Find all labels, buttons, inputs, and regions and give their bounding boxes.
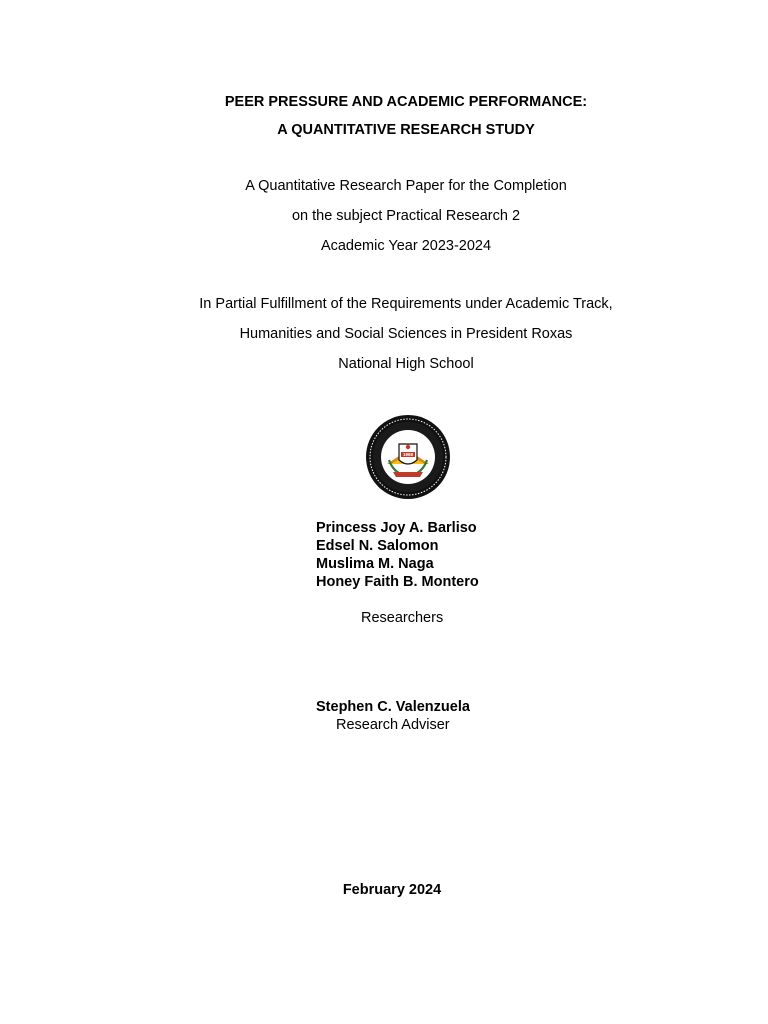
subtitle-line-3: Academic Year 2023-2024	[320, 238, 492, 254]
seal-year: 1968	[402, 452, 414, 457]
title-line-2: A QUANTITATIVE RESEARCH STUDY	[277, 122, 535, 138]
researchers-label: Researchers	[361, 610, 444, 626]
title-line-1: PEER PRESSURE AND ACADEMIC PERFORMANCE:	[224, 94, 588, 110]
researcher-name-4: Honey Faith B. Montero	[316, 574, 479, 590]
fulfillment-line-1: In Partial Fulfillment of the Requirements under Academic Track,	[199, 296, 613, 312]
researcher-name-2: Edsel N. Salomon	[316, 538, 439, 554]
document-date: February 2024	[342, 882, 442, 898]
researcher-name-1: Princess Joy A. Barliso	[316, 520, 477, 536]
school-seal-icon	[365, 414, 451, 500]
researcher-name-3: Muslima M. Naga	[316, 556, 434, 572]
fulfillment-line-3: National High School	[338, 356, 474, 372]
fulfillment-line-2: Humanities and Social Sciences in President Roxas	[239, 326, 573, 342]
subtitle-line-1: A Quantitative Research Paper for the Completion	[245, 178, 567, 194]
adviser-name: Stephen C. Valenzuela	[316, 699, 470, 715]
adviser-label: Research Adviser	[336, 717, 450, 733]
subtitle-line-2: on the subject Practical Research 2	[291, 208, 521, 224]
